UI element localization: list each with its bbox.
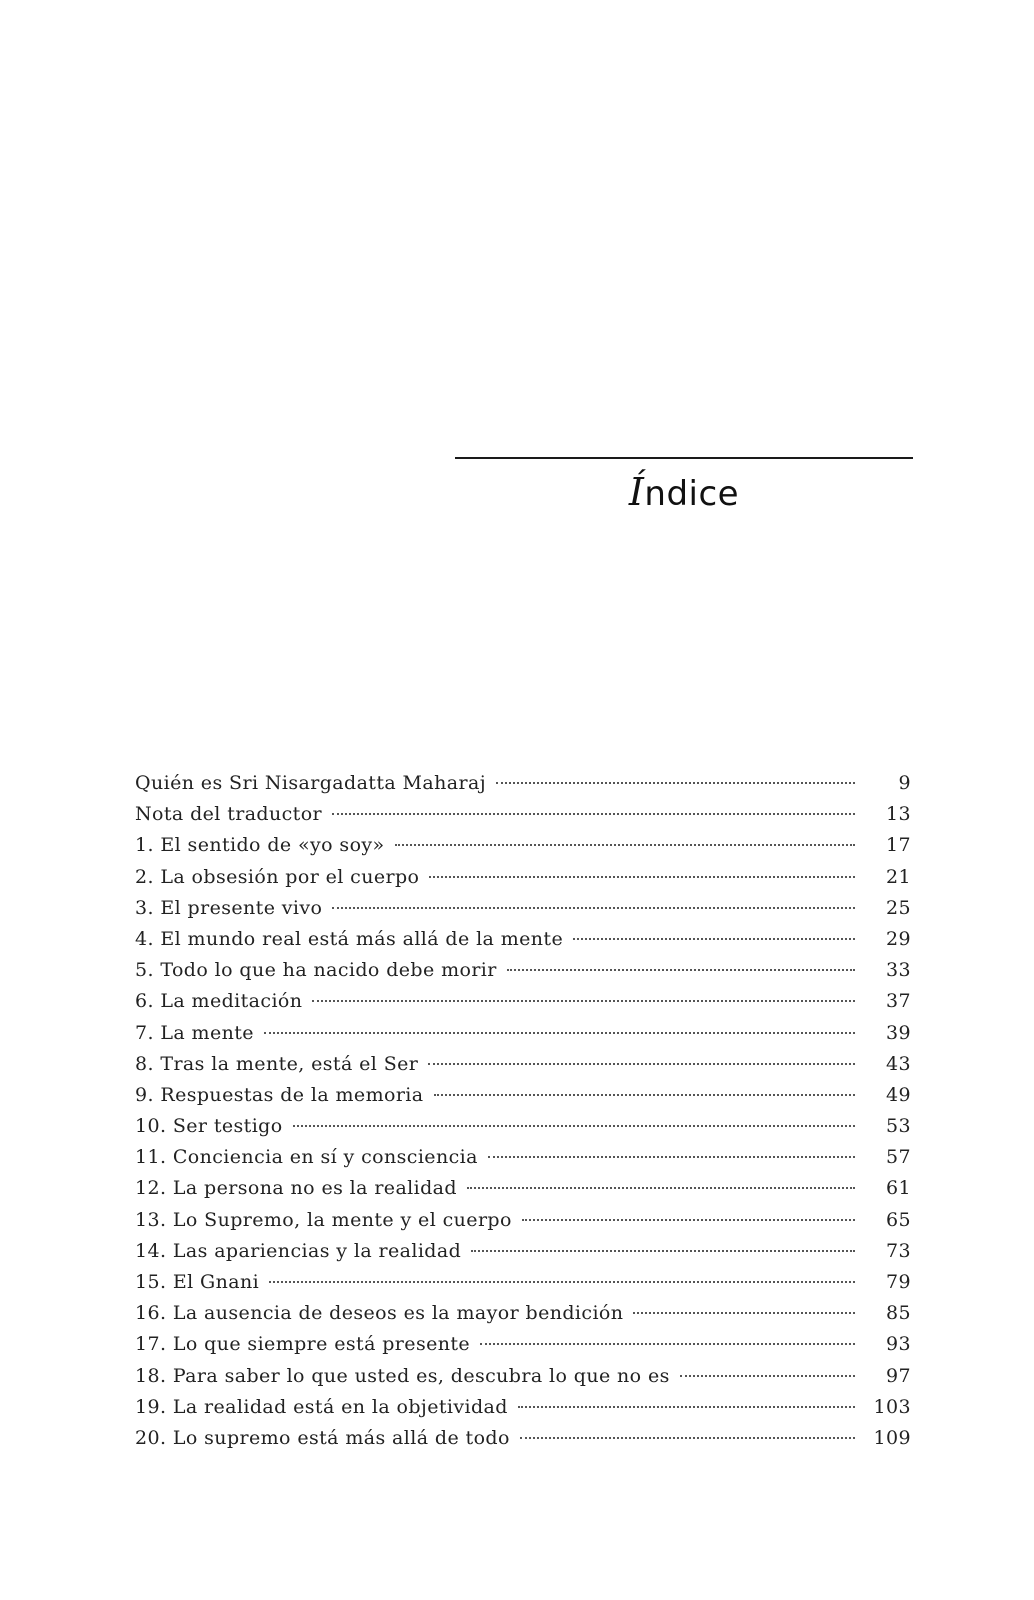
- toc-entry-title: 14. Las apariencias y la realidad: [135, 1239, 462, 1262]
- toc-entry[interactable]: [135, 990, 911, 1021]
- toc-entry[interactable]: [135, 834, 911, 865]
- toc-entry[interactable]: [135, 1084, 911, 1115]
- toc-entry-title: 5. Todo lo que ha nacido debe morir: [135, 959, 497, 982]
- toc-entry-title: 1. El sentido de «yo soy»: [135, 834, 385, 857]
- toc-dot-leader: [496, 782, 855, 784]
- toc-dot-leader: [488, 1156, 855, 1158]
- toc-entry[interactable]: [135, 928, 911, 959]
- toc-entry-page-number: 57: [886, 1146, 911, 1169]
- toc-entry-title: 16. La ausencia de deseos es la mayor bendición: [135, 1302, 624, 1325]
- toc-entry-title: 13. Lo Supremo, la mente y el cuerpo: [135, 1208, 512, 1231]
- toc-entry[interactable]: [135, 1365, 911, 1396]
- toc-entry[interactable]: [135, 1209, 911, 1240]
- toc-dot-leader: [518, 1406, 855, 1408]
- toc-entry-page-number: 79: [886, 1271, 911, 1293]
- toc-entry[interactable]: [135, 1333, 911, 1364]
- toc-entry-title: 15. El Gnani: [135, 1271, 260, 1293]
- toc-dot-leader: [332, 813, 855, 815]
- page-title-initial: Í: [628, 470, 645, 514]
- toc-dot-leader: [395, 844, 855, 846]
- toc-entry-title: 11. Conciencia en sí y consciencia: [135, 1146, 478, 1169]
- toc-entry-title: 17. Lo que siempre está presente: [135, 1333, 471, 1356]
- toc-dot-leader: [269, 1281, 855, 1283]
- toc-entry[interactable]: [135, 803, 911, 834]
- toc-dot-leader: [428, 1063, 855, 1065]
- toc-dot-leader: [507, 969, 855, 971]
- toc-entry-title: 4. El mundo real está más allá de la mente: [135, 927, 564, 950]
- toc-entry[interactable]: [135, 959, 911, 990]
- toc-entry-page-number: 25: [886, 896, 911, 919]
- toc-entry[interactable]: [135, 1177, 911, 1208]
- table-of-contents: [135, 772, 911, 1458]
- toc-entry[interactable]: [135, 1396, 911, 1427]
- page-title: [455, 470, 913, 514]
- toc-dot-leader: [467, 1187, 855, 1189]
- toc-entry[interactable]: [135, 772, 911, 803]
- toc-dot-leader: [332, 907, 855, 909]
- toc-entry[interactable]: [135, 1427, 911, 1458]
- toc-entry-title: 10. Ser testigo: [135, 1115, 283, 1138]
- toc-dot-leader: [633, 1312, 855, 1314]
- toc-entry-title: 9. Respuestas de la memoria: [135, 1083, 424, 1106]
- toc-dot-leader: [429, 876, 855, 878]
- toc-entry-page-number: 109: [873, 1426, 911, 1449]
- toc-entry-page-number: 93: [886, 1333, 911, 1356]
- toc-entry-page-number: 65: [886, 1208, 911, 1231]
- toc-entry-title: 2. La obsesión por el cuerpo: [135, 865, 420, 888]
- toc-entry[interactable]: [135, 1302, 911, 1333]
- toc-entry-page-number: 21: [886, 865, 911, 888]
- toc-entry-page-number: 29: [886, 927, 911, 950]
- toc-entry[interactable]: [135, 1053, 911, 1084]
- toc-dot-leader: [293, 1125, 855, 1127]
- toc-entry[interactable]: [135, 897, 911, 928]
- toc-entry-page-number: 97: [886, 1364, 911, 1387]
- toc-entry-page-number: 17: [886, 834, 911, 857]
- toc-entry[interactable]: [135, 1271, 911, 1302]
- toc-entry-title: Nota del traductor: [135, 803, 323, 826]
- toc-entry[interactable]: [135, 1240, 911, 1271]
- toc-entry-page-number: 103: [873, 1395, 911, 1418]
- toc-entry-title: 7. La mente: [135, 1021, 254, 1044]
- toc-dot-leader: [264, 1032, 855, 1034]
- toc-entry-title: 18. Para saber lo que usted es, descubra lo que no es: [135, 1364, 670, 1387]
- toc-entry-page-number: 9: [898, 772, 911, 794]
- toc-entry-page-number: 61: [886, 1177, 911, 1200]
- toc-dot-leader: [573, 938, 855, 940]
- toc-dot-leader: [522, 1219, 855, 1221]
- toc-entry-title: 8. Tras la mente, está el Ser: [135, 1052, 419, 1075]
- toc-entry-page-number: 73: [886, 1239, 911, 1262]
- toc-entry-title: 19. La realidad está en la objetividad: [135, 1395, 508, 1418]
- toc-entry[interactable]: [135, 1022, 911, 1053]
- toc-entry-page-number: 13: [886, 803, 911, 826]
- toc-dot-leader: [680, 1375, 855, 1377]
- toc-dot-leader: [480, 1343, 855, 1345]
- toc-entry[interactable]: [135, 1146, 911, 1177]
- toc-entry-page-number: 53: [886, 1115, 911, 1138]
- toc-entry-page-number: 33: [886, 959, 911, 982]
- toc-dot-leader: [312, 1000, 855, 1002]
- toc-entry[interactable]: [135, 1115, 911, 1146]
- toc-entry-page-number: 85: [886, 1302, 911, 1325]
- toc-entry-page-number: 37: [886, 990, 911, 1013]
- toc-entry-title: 6. La meditación: [135, 990, 303, 1013]
- toc-dot-leader: [520, 1437, 855, 1439]
- toc-entry-title: 12. La persona no es la realidad: [135, 1177, 457, 1200]
- toc-entry[interactable]: [135, 866, 911, 897]
- title-rule: [455, 457, 913, 459]
- toc-entry-title: 3. El presente vivo: [135, 896, 323, 919]
- toc-entry-page-number: 39: [886, 1021, 911, 1044]
- toc-entry-title: 20. Lo supremo está más allá de todo: [135, 1426, 510, 1449]
- toc-entry-title: Quién es Sri Nisargadatta Maharaj: [135, 772, 486, 794]
- page-title-rest: ndice: [644, 474, 740, 514]
- toc-entry-page-number: 43: [886, 1052, 911, 1075]
- toc-dot-leader: [434, 1094, 855, 1096]
- toc-entry-page-number: 49: [886, 1083, 911, 1106]
- toc-dot-leader: [471, 1250, 855, 1252]
